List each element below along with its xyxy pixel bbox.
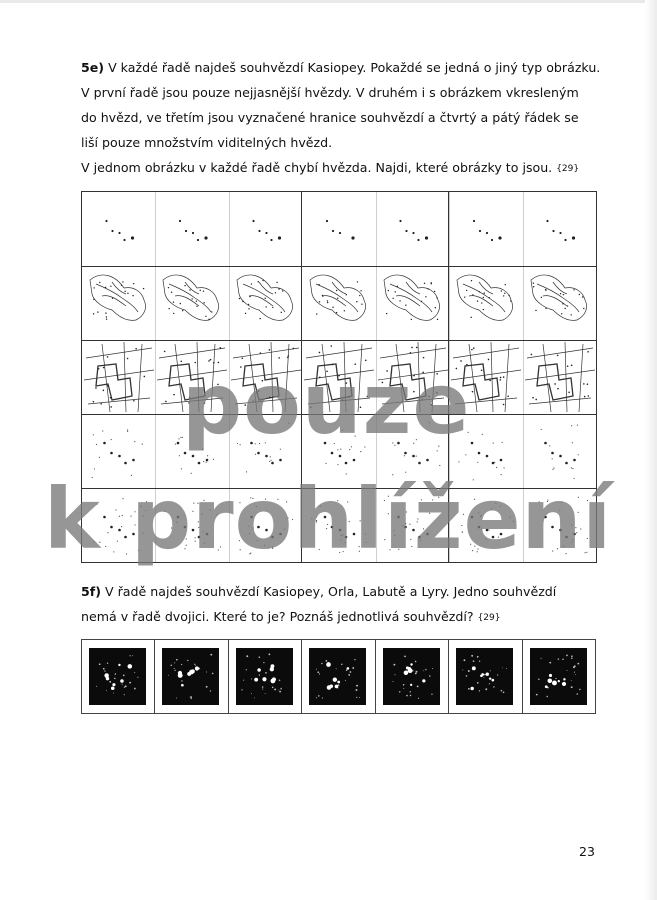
grid-cell-stars bbox=[449, 192, 523, 266]
constellation-photo bbox=[162, 648, 219, 705]
exercise-5e-line-3: do hvězd, ve třetím jsou vyznačené hranice souhvězdí a čtvrtý a pátý řádek se bbox=[81, 110, 579, 125]
page-number: 23 bbox=[579, 844, 595, 859]
strip-divider bbox=[595, 640, 596, 713]
exercise-5e-line-1-text: V každé řadě najdeš souhvězdí Kasiopey. Pokaždé se jedná o jiný typ obrázku. bbox=[104, 60, 601, 75]
strip-divider bbox=[81, 640, 82, 713]
star-field bbox=[383, 648, 440, 705]
exercise-5e-line-5-text: V jednom obrázku v každé řadě chybí hvězda. Najdi, které obrázky to jsou. bbox=[81, 160, 557, 175]
watermark-line-2: k prohlížení bbox=[44, 470, 613, 568]
star-field bbox=[236, 648, 293, 705]
constellation-drawing bbox=[376, 266, 449, 340]
scan-shadow bbox=[645, 0, 657, 900]
grid-cell-stars bbox=[302, 192, 376, 266]
grid-cell-stars bbox=[376, 192, 449, 266]
exercise-5f-line-1-text: V řadě najdeš souhvězdí Kasiopey, Orla, Labutě a Lyry. Jedno souhvězdí bbox=[101, 584, 557, 599]
star-field bbox=[162, 648, 219, 705]
strip-divider bbox=[228, 640, 229, 713]
grid-cell-borders bbox=[523, 340, 596, 414]
exercise-5e-line-4: liší pouze množstvím viditelných hvězd. bbox=[81, 135, 333, 150]
strip-divider bbox=[375, 640, 376, 713]
constellation-drawing bbox=[302, 266, 376, 340]
constellation-photo bbox=[530, 648, 587, 705]
grid-cell-figure bbox=[302, 266, 376, 340]
grid-cell-stars bbox=[82, 192, 155, 266]
strip-divider bbox=[154, 640, 155, 713]
constellation-drawing bbox=[523, 192, 596, 266]
constellation-drawing bbox=[82, 192, 155, 266]
constellation-drawing bbox=[229, 266, 302, 340]
exercise-5e-text bbox=[81, 55, 606, 182]
constellation-photo bbox=[236, 648, 293, 705]
grid-divider bbox=[82, 266, 596, 267]
grid-cell-borders bbox=[82, 340, 155, 414]
constellation-drawing bbox=[82, 266, 155, 340]
grid-divider bbox=[82, 340, 596, 341]
constellation-drawing bbox=[155, 266, 229, 340]
constellation-photo bbox=[309, 648, 366, 705]
exercise-5f-reference: {29} bbox=[477, 613, 501, 623]
exercise-5e-label: 5e) bbox=[81, 60, 105, 75]
grid-cell-stars bbox=[229, 192, 302, 266]
exercise-5e-line-2: V první řadě jsou pouze nejjasnější hvězdy. V druhém i s obrázkem vkresleným bbox=[81, 85, 579, 100]
exercise-5f-line-2 bbox=[81, 604, 606, 631]
grid-cell-figure bbox=[229, 266, 302, 340]
watermark-line-1: pouze bbox=[182, 355, 471, 453]
constellation-drawing bbox=[449, 192, 523, 266]
strip-divider bbox=[301, 640, 302, 713]
grid-cell-figure bbox=[376, 266, 449, 340]
star-field bbox=[530, 648, 587, 705]
constellation-photo bbox=[89, 648, 146, 705]
strip-divider bbox=[448, 640, 449, 713]
constellation-photo bbox=[456, 648, 513, 705]
constellation-drawing bbox=[229, 192, 302, 266]
constellation-drawing bbox=[523, 340, 596, 414]
constellation-photo bbox=[383, 648, 440, 705]
star-field bbox=[456, 648, 513, 705]
exercise-5f-line-1 bbox=[81, 579, 606, 604]
strip-divider bbox=[522, 640, 523, 713]
grid-cell-figure bbox=[523, 266, 596, 340]
star-field bbox=[309, 648, 366, 705]
constellation-drawing bbox=[449, 266, 523, 340]
grid-cell-stars bbox=[155, 192, 229, 266]
constellation-drawing bbox=[376, 192, 449, 266]
grid-cell-stars bbox=[523, 192, 596, 266]
scan-edge bbox=[0, 0, 657, 3]
grid-cell-figure bbox=[155, 266, 229, 340]
exercise-5f-label: 5f) bbox=[81, 584, 101, 599]
constellation-drawing bbox=[82, 340, 155, 414]
exercise-5f-line-2-text: nemá v řadě dvojici. Které to je? Poznáš jednotlivá souhvězdí? bbox=[81, 609, 478, 624]
constellation-drawing bbox=[523, 266, 596, 340]
constellation-drawing bbox=[302, 192, 376, 266]
exercise-5f-text bbox=[81, 579, 606, 631]
star-field bbox=[89, 648, 146, 705]
exercise-5e-reference: {29} bbox=[556, 164, 580, 174]
constellation-drawing bbox=[155, 192, 229, 266]
constellation-photo-strip bbox=[81, 639, 596, 714]
exercise-5e-line-5 bbox=[81, 155, 606, 182]
grid-cell-figure bbox=[449, 266, 523, 340]
exercise-5e-line-1 bbox=[81, 55, 606, 80]
grid-cell-figure bbox=[82, 266, 155, 340]
